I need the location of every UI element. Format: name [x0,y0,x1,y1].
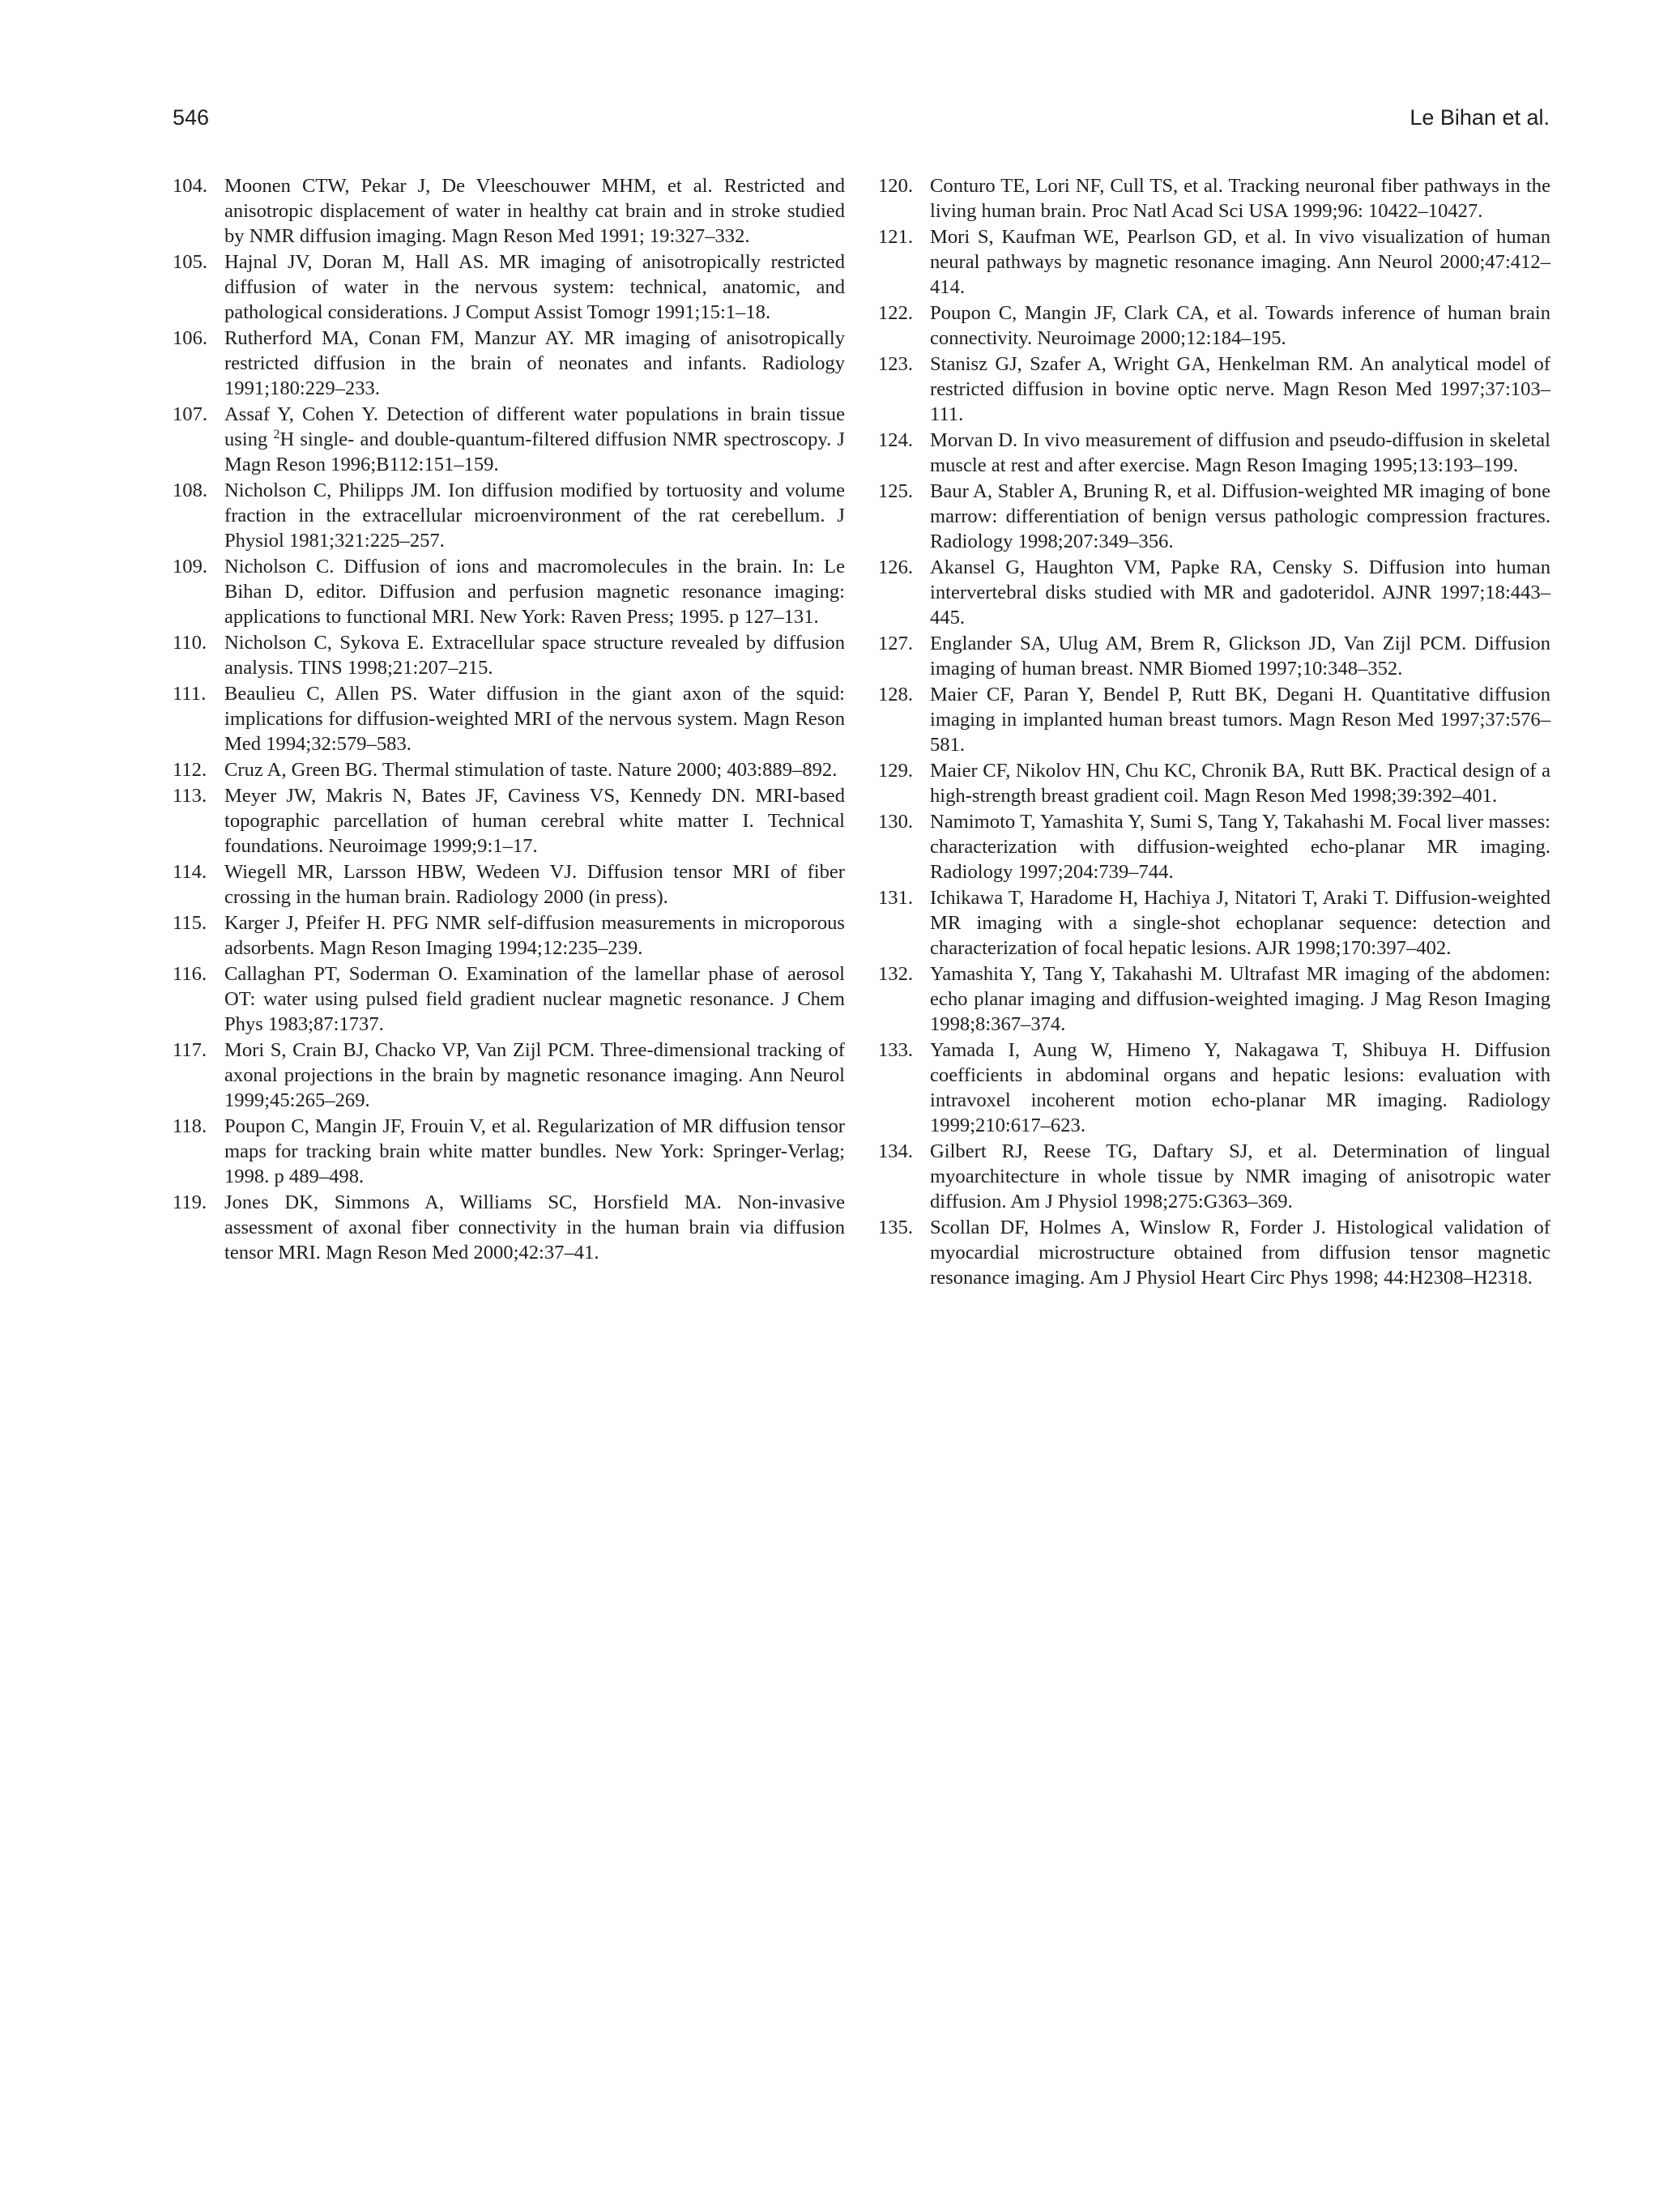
reference-text: Morvan D. In vivo measurement of diffusion and pseudo-diffusion in skeletal muscle at rest and after exercise. Magn Reson Imaging 1995;13:193–199. [930,429,1550,476]
reference-number: 131. [878,887,914,909]
page-number: 546 [173,105,210,130]
reference-item [173,554,845,629]
reference-number: 107. [173,403,208,425]
reference-item [878,961,1550,1037]
reference-item [173,783,845,859]
reference-item [878,809,1550,884]
reference-number: 132. [878,963,914,985]
reference-text-part: Assaf Y, Cohen Y. Detection of different water populations in brain tissue using [224,403,845,450]
reference-item [878,224,1550,300]
reference-text: Gilbert RJ, Reese TG, Daftary SJ, et al. Determination of lingual myoarchitecture in whole tissue by NMR imaging of anisotropic water diffusion. Am J Physiol 1998;275:G363–369. [930,1140,1550,1213]
reference-item [878,555,1550,630]
reference-text: Mori S, Kaufman WE, Pearlson GD, et al. In vivo visualization of human neural pathways by magnetic resonance imaging. Ann Neurol 2000;47:412–414. [930,226,1550,298]
reference-text: Namimoto T, Yamashita Y, Sumi S, Tang Y, Takahashi M. Focal liver masses: characterization with diffusion-weighted echo-planar MR imaging. Radiology 1997;204:739–744. [930,811,1550,883]
reference-number: 104. [173,175,208,197]
reference-text: Poupon C, Mangin JF, Clark CA, et al. Towards inference of human brain connectivity. Neuroimage 2000;12:184–195. [930,302,1550,349]
reference-item [173,681,845,757]
reference-text: Karger J, Pfeifer H. PFG NMR self-diffusion measurements in microporous adsorbents. Magn Reson Imaging 1994;12:235–239. [224,912,845,959]
reference-number: 115. [173,912,207,934]
reference-text: Akansel G, Haughton VM, Papke RA, Censky S. Diffusion into human intervertebral disks studied with MR and gadoteridol. AJNR 1997;18:443–445. [930,556,1550,629]
reference-text: Englander SA, Ulug AM, Brem R, Glickson JD, Van Zijl PCM. Diffusion imaging of human breast. NMR Biomed 1997;10:348–352. [930,633,1550,680]
reference-item [878,352,1550,427]
reference-text: Maier CF, Nikolov HN, Chu KC, Chronik BA, Rutt BK. Practical design of a high-strength breast gradient coil. Magn Reson Med 1998;39:392–401. [930,760,1550,807]
reference-number: 130. [878,811,914,833]
reference-number: 116. [173,963,207,985]
reference-item [878,479,1550,554]
reference-number: 111. [173,683,207,705]
reference-text: Nicholson C. Diffusion of ions and macromolecules in the brain. In: Le Bihan D, editor. Diffusion and perfusion magnetic resonance imaging: applications to functional MRI. New York: Raven Press; 1995. p 127–131. [224,556,845,628]
reference-text: Moonen CTW, Pekar J, De Vleeschouwer MHM, et al. Restricted and anisotropic displacement of water in healthy cat brain and in stroke studied by NMR diffusion imaging. Magn Reson Med 1991; 19:327–332. [224,175,845,247]
reference-item [878,1139,1550,1214]
reference-number: 114. [173,861,207,883]
reference-text: Yamashita Y, Tang Y, Takahashi M. Ultrafast MR imaging of the abdomen: echo planar imaging and diffusion-weighted imaging. J Mag Reson Imaging 1998;8:367–374. [930,963,1550,1035]
reference-item [878,758,1550,808]
reference-number: 105. [173,251,208,273]
reference-text: Callaghan PT, Soderman O. Examination of the lamellar phase of aerosol OT: water using pulsed field gradient nuclear magnetic resonance. J Chem Phys 1983;87:1737. [224,963,845,1035]
reference-item [173,961,845,1037]
reference-text: Yamada I, Aung W, Himeno Y, Nakagawa T, Shibuya H. Diffusion coefficients in abdominal organs and hepatic lesions: evaluation with intravoxel incoherent motion echo-planar MR imaging. Radiology 1999;210:617–623. [930,1039,1550,1136]
reference-text [224,402,845,477]
reference-text: Hajnal JV, Doran M, Hall AS. MR imaging of anisotropically restricted diffusion of water in the nervous system: technical, anatomic, and pathological considerations. J Comput Assist Tomogr 1991;15:1–18. [224,251,845,323]
reference-item [173,910,845,961]
references-left-column [173,173,845,1266]
reference-number: 128. [878,684,914,705]
reference-number: 121. [878,226,914,248]
isotope-superscript: 2 [273,428,280,441]
reference-number: 118. [173,1115,207,1137]
reference-number: 106. [173,327,208,349]
reference-item [878,682,1550,757]
reference-text: Wiegell MR, Larsson HBW, Wedeen VJ. Diffusion tensor MRI of fiber crossing in the human brain. Radiology 2000 (in press). [224,861,845,908]
reference-text: Stanisz GJ, Szafer A, Wright GA, Henkelman RM. An analytical model of restricted diffusion in bovine optic nerve. Magn Reson Med 1997;37:103–111. [930,353,1550,425]
reference-text-part: H single- and double-quantum-filtered diffusion NMR spectroscopy. J Magn Reson 1996;B112:151–159. [224,428,845,475]
reference-item [878,300,1550,351]
reference-item [173,1114,845,1189]
reference-text: Beaulieu C, Allen PS. Water diffusion in the giant axon of the squid: implications for diffusion-weighted MRI of the nervous system. Magn Reson Med 1994;32:579–583. [224,683,845,755]
reference-number: 135. [878,1217,914,1238]
reference-text: Rutherford MA, Conan FM, Manzur AY. MR imaging of anisotropically restricted diffusion in the brain of neonates and infants. Radiology 1991;180:229–233. [224,327,845,399]
reference-number: 123. [878,353,914,375]
reference-item [173,1190,845,1265]
reference-text: Meyer JW, Makris N, Bates JF, Caviness VS, Kennedy DN. MRI-based topographic parcellation of human cerebral white matter I. Technical foundations. Neuroimage 1999;9:1–17. [224,785,845,857]
reference-number: 119. [173,1191,207,1213]
reference-number: 127. [878,633,914,654]
reference-item [173,402,845,477]
reference-item [878,1215,1550,1290]
reference-text: Mori S, Crain BJ, Chacko VP, Van Zijl PCM. Three-dimensional tracking of axonal projections in the brain by magnetic resonance imaging. Ann Neurol 1999;45:265–269. [224,1039,845,1111]
reference-number: 122. [878,302,914,324]
reference-item [878,1038,1550,1138]
reference-number: 134. [878,1140,914,1162]
reference-text: Cruz A, Green BG. Thermal stimulation of taste. Nature 2000; 403:889–892. [224,759,838,781]
reference-text: Poupon C, Mangin JF, Frouin V, et al. Regularization of MR diffusion tensor maps for tracking brain white matter bundles. New York: Springer-Verlag; 1998. p 489–498. [224,1115,845,1187]
reference-number: 112. [173,759,207,781]
reference-item [173,173,845,249]
reference-number: 125. [878,480,914,502]
reference-number: 113. [173,785,207,807]
reference-item [878,428,1550,478]
reference-item [878,885,1550,961]
reference-number: 117. [173,1039,207,1061]
reference-number: 124. [878,429,914,451]
reference-item [173,859,845,910]
reference-item [173,1038,845,1113]
reference-text: Ichikawa T, Haradome H, Hachiya J, Nitatori T, Araki T. Diffusion-weighted MR imaging with a single-shot echoplanar sequence: detection and characterization of focal hepatic lesions. AJR 1998;170:397–402. [930,887,1550,959]
reference-number: 133. [878,1039,914,1061]
reference-text: Maier CF, Paran Y, Bendel P, Rutt BK, Degani H. Quantitative diffusion imaging in implanted human breast tumors. Magn Reson Med 1997;37:576–581. [930,684,1550,756]
running-head-authors: Le Bihan et al. [1410,105,1550,130]
reference-number: 108. [173,479,208,501]
reference-text: Nicholson C, Sykova E. Extracellular space structure revealed by diffusion analysis. TINS 1998;21:207–215. [224,632,845,679]
reference-item [173,478,845,553]
reference-number: 110. [173,632,207,654]
reference-number: 129. [878,760,914,782]
running-head [173,105,1550,138]
reference-text: Conturo TE, Lori NF, Cull TS, et al. Tracking neuronal fiber pathways in the living human brain. Proc Natl Acad Sci USA 1999;96: 10422–10427. [930,175,1550,222]
reference-item [173,757,845,782]
reference-number: 109. [173,556,208,578]
references-right-column [878,173,1550,1291]
reference-number: 126. [878,556,914,578]
reference-text: Scollan DF, Holmes A, Winslow R, Forder J. Histological validation of myocardial microstructure obtained from diffusion tensor magnetic resonance imaging. Am J Physiol Heart Circ Phys 1998; 44:H2308–H2318. [930,1217,1550,1289]
reference-number: 120. [878,175,914,197]
reference-item [878,631,1550,681]
reference-text: Jones DK, Simmons A, Williams SC, Horsfield MA. Non-invasive assessment of axonal fiber connectivity in the human brain via diffusion tensor MRI. Magn Reson Med 2000;42:37–41. [224,1191,845,1264]
reference-item [878,173,1550,224]
reference-item [173,630,845,680]
reference-text: Nicholson C, Philipps JM. Ion diffusion modified by tortuosity and volume fraction in the extracellular microenvironment of the rat cerebellum. J Physiol 1981;321:225–257. [224,479,845,552]
reference-text: Baur A, Stabler A, Bruning R, et al. Diffusion-weighted MR imaging of bone marrow: differentiation of benign versus pathologic compression fractures. Radiology 1998;207:349–356. [930,480,1550,552]
reference-item [173,326,845,401]
reference-item [173,249,845,325]
